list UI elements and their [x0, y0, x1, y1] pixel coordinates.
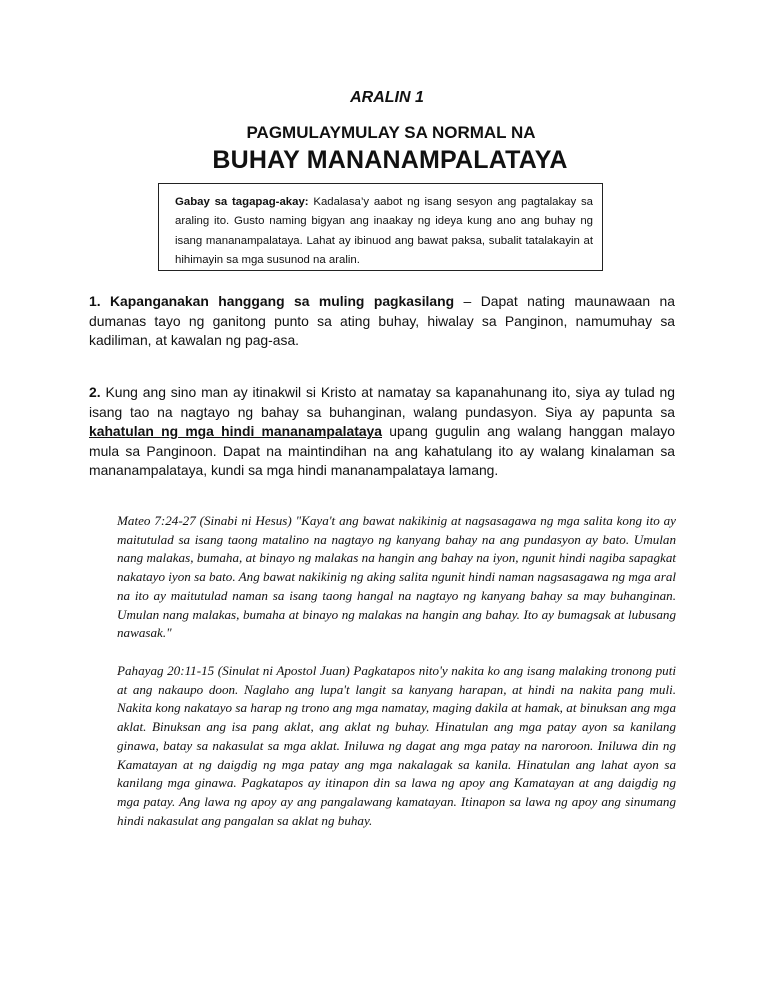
guide-note-box — [158, 183, 603, 271]
scripture-quote-pahayag: Pahayag 20:11-15 (Sinulat ni Apostol Juan) Pagkatapos nito'y nakita ko ang isang malaking tronong puti at ang nakaupo doon. Naglaho ang lupa't langit sa kanyang harapan, at hindi na nakita pang muli. Nakita kong nakatayo sa harap ng trono ang mga namatay, maging dakila at hamak, at binuksan ang mga aklat. Binuksan ang isa pang aklat, ang aklat ng buhay. Hinatulan ang mga patay ayon sa kanilang ginawa, batay sa nakasulat sa mga aklat. Iniluwa ng dagat ang mga patay na naroroon. Iniluwa din ng Kamatayan at ng daigdig ng mga patay ang mga nakalagak sa kanila. Hinatulan ang lahat ayon sa kanilang mga ginawa. Pagkatapos ay itinapon din sa lawa ng apoy ang Kamatayan at ang daigdig ng mga patay. Ang lawa ng apoy ay ang pangalawang kamatayan. Itinapon sa lawa ng apoy ang sinumang hindi nakasulat ang pangalan sa aklat ng buhay. — [117, 663, 676, 828]
section-2-text-before: Kung ang sino man ay itinakwil si Kristo at namatay sa kapanahunang ito, siya ay tulad ng isang tao na nagtayo ng bahay sa buhanginan, walang pundasyon. Siya ay papunta sa — [89, 384, 675, 420]
section-2-key-term: kahatulan ng mga hindi mananampalataya — [89, 423, 382, 440]
section-1-paragraph — [89, 292, 675, 351]
guide-label: Gabay sa tagapag-akay: — [175, 196, 309, 208]
page-title: BUHAY MANANAMPALATAYA — [212, 146, 568, 174]
section-1-text: – Dapat nating maunawaan na dumanas tayo ng ganitong punto sa ating buhay, hiwalay sa Panginon, namumuhay sa kadiliman, at kawalan ng pag-asa. — [89, 293, 675, 349]
section-1-heading: 1. Kapanganakan hanggang sa muling pagkasilang — [89, 293, 455, 309]
section-2-number: 2. — [89, 384, 101, 400]
section-2-text-after: upang gugulin ang walang hanggan malayo mula sa Panginoon. Dapat na maintindihan na ang kahatulang ito ay walang kinalaman sa mananampalataya, kundi sa mga hindi mananampalataya lamang. — [89, 423, 675, 479]
scripture-quote-mateo: Mateo 7:24-27 (Sinabi ni Hesus) "Kaya't ang bawat nakikinig at nagsasagawa ng mga salita kong ito ay maitutulad sa isang taong matalino na nagtayo ng kanyang bahay na ang pundasyon ay bato. Umulan nang malakas, bumaha, at binayo ng malakas na hangin ang bahay na iyon, ngunit hindi nagiba sapagkat nakatayo iyon sa bato. Ang bawat nakikinig ng aking salita ngunit hindi naman nagsasagawa ng mga aral na ito ay maitutulad naman sa isang taong hangal na nagtayo ng kanyang bahay sa may buhanginan. Umulan nang malakas, bumaha at binayo ng malakas na hangin ang bahay. Ito ay bumagsak at lubusang nawasak." — [117, 513, 676, 641]
lesson-subtitle: PAGMULAYMULAY SA NORMAL NA — [246, 123, 536, 142]
lesson-label: ARALIN 1 — [350, 89, 424, 106]
section-2-paragraph — [89, 383, 675, 481]
guide-text: Kadalasa’y aabot ng isang sesyon ang pagtalakay sa araling ito. Gusto naming bigyan ang inaakay ng ideya kung ano ang buhay ng isang mananampalataya. Lahat ay ibinuod ang bawat paksa, subalit tatalakayin at hihimayin sa mga susunod na aralin. — [175, 196, 594, 266]
